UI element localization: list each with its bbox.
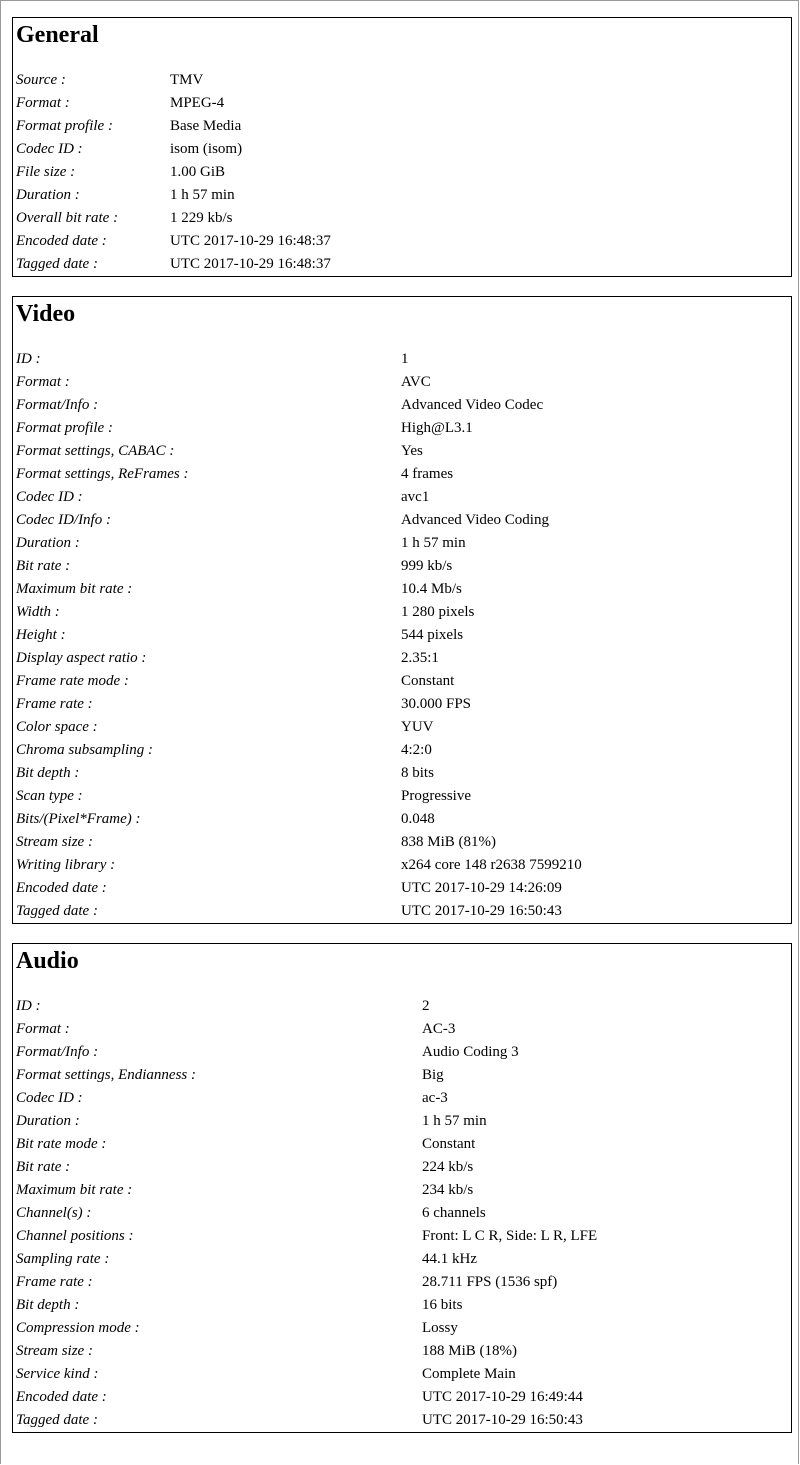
field-value: 999 kb/s (401, 558, 453, 574)
field-label: Duration : (16, 1113, 80, 1129)
audio-section (12, 943, 792, 1433)
field-label: Overall bit rate : (16, 210, 119, 226)
audio-info-row (16, 1317, 791, 1340)
field-label: Format : (16, 1021, 70, 1037)
field-label: Encoded date : (16, 1389, 107, 1405)
field-value: AVC (401, 374, 431, 390)
audio-rows (16, 995, 791, 1432)
field-value: UTC 2017-10-29 16:49:44 (422, 1389, 583, 1405)
field-value: Yes (401, 443, 423, 459)
field-label: Channel positions : (16, 1228, 134, 1244)
field-value: 1.00 GiB (170, 164, 226, 180)
field-label: File size : (16, 164, 76, 180)
field-value: 4 frames (401, 466, 454, 482)
video-info-row (16, 371, 791, 394)
audio-info-row (16, 1225, 791, 1248)
video-info-row (16, 624, 791, 647)
video-info-row (16, 693, 791, 716)
field-value: Complete Main (422, 1366, 516, 1382)
field-label: Bit depth : (16, 765, 80, 781)
video-info-row (16, 417, 791, 440)
field-value: 8 bits (401, 765, 434, 781)
field-value: MPEG-4 (170, 95, 225, 111)
general-rows (16, 69, 791, 276)
field-value: 234 kb/s (422, 1182, 474, 1198)
audio-info-row (16, 1202, 791, 1225)
field-label: Frame rate : (16, 1274, 93, 1290)
field-value: avc1 (401, 489, 430, 505)
field-value: Constant (401, 673, 455, 689)
field-label: Bit rate mode : (16, 1136, 107, 1152)
audio-info-row (16, 1363, 791, 1386)
general-info-row (16, 138, 791, 161)
field-value: AC-3 (422, 1021, 456, 1037)
field-label: Format settings, CABAC : (16, 443, 175, 459)
audio-info-row (16, 1041, 791, 1064)
field-value: Advanced Video Coding (401, 512, 549, 528)
field-value: UTC 2017-10-29 16:50:43 (401, 903, 562, 919)
field-label: Compression mode : (16, 1320, 140, 1336)
field-value: 1 h 57 min (170, 187, 235, 203)
field-value: UTC 2017-10-29 16:48:37 (170, 256, 331, 272)
audio-info-row (16, 1409, 791, 1432)
field-label: Maximum bit rate : (16, 1182, 133, 1198)
audio-info-row (16, 1248, 791, 1271)
field-value: Advanced Video Codec (401, 397, 544, 413)
field-label: Duration : (16, 535, 80, 551)
audio-info-row (16, 1156, 791, 1179)
field-value: YUV (401, 719, 434, 735)
field-value: 544 pixels (401, 627, 464, 643)
field-value: 6 channels (422, 1205, 486, 1221)
field-value: 1 h 57 min (422, 1113, 487, 1129)
field-label: Bit rate : (16, 558, 71, 574)
general-info-row (16, 207, 791, 230)
field-value: 10.4 Mb/s (401, 581, 462, 597)
field-value: 1 h 57 min (401, 535, 466, 551)
general-info-row (16, 115, 791, 138)
field-value: UTC 2017-10-29 16:48:37 (170, 233, 331, 249)
field-label: Format : (16, 95, 70, 111)
field-value: High@L3.1 (401, 420, 473, 436)
audio-info-row (16, 1179, 791, 1202)
field-value: 2.35:1 (401, 650, 439, 666)
field-label: Format/Info : (16, 1044, 99, 1060)
field-label: Format settings, ReFrames : (16, 466, 189, 482)
video-info-row (16, 601, 791, 624)
field-value: Base Media (170, 118, 242, 134)
field-value: 44.1 kHz (422, 1251, 477, 1267)
video-info-row (16, 762, 791, 785)
audio-info-row (16, 1064, 791, 1087)
video-info-row (16, 854, 791, 877)
field-value: 2 (422, 998, 430, 1014)
general-info-row (16, 253, 791, 276)
field-label: Encoded date : (16, 233, 107, 249)
field-value: 28.711 FPS (1536 spf) (422, 1274, 558, 1290)
field-value: Front: L C R, Side: L R, LFE (422, 1228, 598, 1244)
field-value: Audio Coding 3 (422, 1044, 519, 1060)
field-label: Color space : (16, 719, 98, 735)
video-info-row (16, 877, 791, 900)
video-info-row (16, 486, 791, 509)
field-value: Big (422, 1067, 444, 1083)
general-section-title: General (16, 22, 99, 48)
field-label: Tagged date : (16, 903, 98, 919)
field-label: Service kind : (16, 1366, 99, 1382)
video-info-row (16, 578, 791, 601)
field-label: Format settings, Endianness : (16, 1067, 196, 1083)
field-label: Codec ID : (16, 141, 83, 157)
field-label: Tagged date : (16, 256, 98, 272)
general-info-row (16, 230, 791, 253)
field-label: Bit depth : (16, 1297, 80, 1313)
audio-info-row (16, 1018, 791, 1041)
audio-info-row (16, 1087, 791, 1110)
field-label: Maximum bit rate : (16, 581, 133, 597)
field-label: Tagged date : (16, 1412, 98, 1428)
field-label: Format/Info : (16, 397, 99, 413)
field-label: Sampling rate : (16, 1251, 110, 1267)
general-info-row (16, 184, 791, 207)
field-label: Height : (16, 627, 66, 643)
field-label: Format : (16, 374, 70, 390)
field-value: 838 MiB (81%) (401, 834, 496, 850)
field-label: Scan type : (16, 788, 83, 804)
video-info-row (16, 670, 791, 693)
general-section (12, 17, 792, 277)
video-info-row (16, 716, 791, 739)
audio-info-row (16, 1110, 791, 1133)
video-info-row (16, 808, 791, 831)
field-label: Width : (16, 604, 60, 620)
field-label: Stream size : (16, 1343, 93, 1359)
field-label: Codec ID : (16, 489, 83, 505)
audio-info-row (16, 1340, 791, 1363)
field-label: Encoded date : (16, 880, 107, 896)
field-value: 1 (401, 351, 409, 367)
field-label: Source : (16, 72, 66, 88)
field-value: ac-3 (422, 1090, 448, 1106)
video-info-row (16, 785, 791, 808)
field-value: UTC 2017-10-29 14:26:09 (401, 880, 562, 896)
video-info-row (16, 532, 791, 555)
field-value: 1 280 pixels (401, 604, 475, 620)
field-value: x264 core 148 r2638 7599210 (401, 857, 582, 873)
video-info-row (16, 900, 791, 923)
field-label: ID : (16, 998, 41, 1014)
video-info-row (16, 647, 791, 670)
field-label: Format profile : (16, 420, 113, 436)
audio-info-row (16, 1294, 791, 1317)
audio-section-title: Audio (16, 948, 79, 974)
field-value: Progressive (401, 788, 471, 804)
video-info-row (16, 440, 791, 463)
field-label: Writing library : (16, 857, 116, 873)
general-info-row (16, 69, 791, 92)
video-info-row (16, 555, 791, 578)
field-value: 0.048 (401, 811, 435, 827)
field-value: 16 bits (422, 1297, 463, 1313)
field-value: 188 MiB (18%) (422, 1343, 517, 1359)
field-label: Channel(s) : (16, 1205, 92, 1221)
field-label: Frame rate : (16, 696, 93, 712)
field-value: 30.000 FPS (401, 696, 472, 712)
audio-info-row (16, 1271, 791, 1294)
field-value: TMV (170, 72, 204, 88)
video-info-row (16, 348, 791, 371)
field-label: Display aspect ratio : (16, 650, 147, 666)
field-label: Bits/(Pixel*Frame) : (16, 811, 141, 827)
audio-info-row (16, 1133, 791, 1156)
video-info-row (16, 831, 791, 854)
video-rows (16, 348, 791, 923)
video-info-row (16, 509, 791, 532)
video-section (12, 296, 792, 924)
field-value: Lossy (422, 1320, 458, 1336)
video-info-row (16, 463, 791, 486)
audio-info-row (16, 1386, 791, 1409)
field-label: Bit rate : (16, 1159, 71, 1175)
field-label: Format profile : (16, 118, 113, 134)
general-info-row (16, 161, 791, 184)
field-value: 4:2:0 (401, 742, 432, 758)
field-label: Chroma subsampling : (16, 742, 153, 758)
field-label: Duration : (16, 187, 80, 203)
field-label: Frame rate mode : (16, 673, 129, 689)
field-value: isom (isom) (170, 141, 243, 157)
general-info-row (16, 92, 791, 115)
field-label: ID : (16, 351, 41, 367)
field-value: 224 kb/s (422, 1159, 474, 1175)
field-label: Stream size : (16, 834, 93, 850)
audio-info-row (16, 995, 791, 1018)
video-info-row (16, 394, 791, 417)
field-value: 1 229 kb/s (170, 210, 233, 226)
video-section-title: Video (16, 301, 76, 327)
field-value: UTC 2017-10-29 16:50:43 (422, 1412, 583, 1428)
field-label: Codec ID : (16, 1090, 83, 1106)
field-label: Codec ID/Info : (16, 512, 111, 528)
video-info-row (16, 739, 791, 762)
field-value: Constant (422, 1136, 476, 1152)
